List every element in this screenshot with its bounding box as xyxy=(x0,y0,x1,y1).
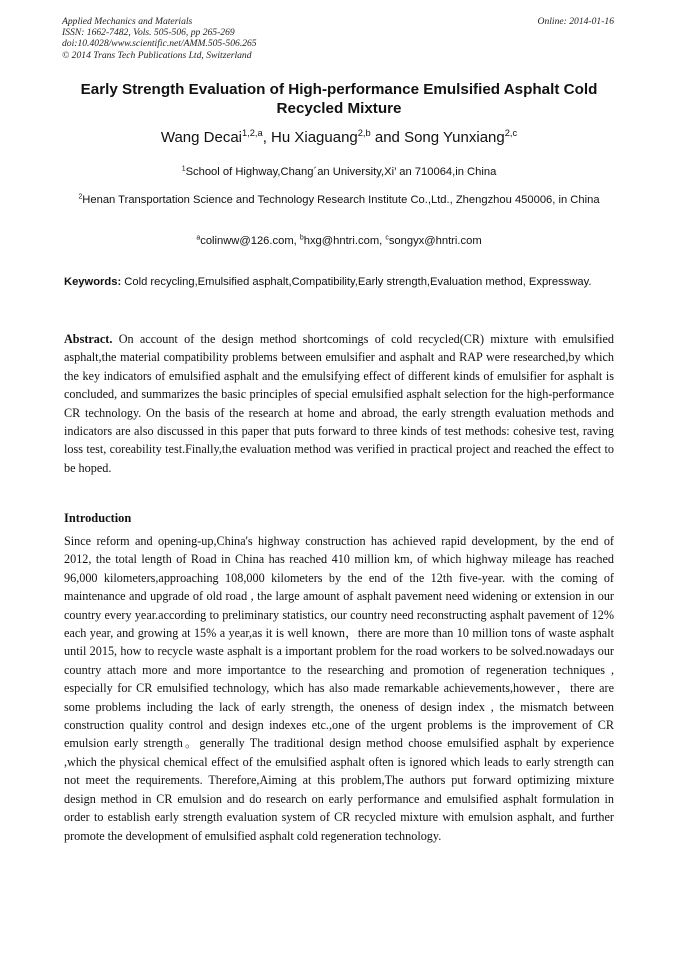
affiliation xyxy=(60,163,618,182)
affiliation-text: Henan Transportation Science and Technology Research Institute Co.,Ltd., Zhengzhou 450006, in China xyxy=(82,194,600,206)
author-affiliation-marker: 2,b xyxy=(357,128,371,138)
keywords-label: Keywords: xyxy=(64,276,122,288)
journal-name: Applied Mechanics and Materials xyxy=(62,16,193,27)
journal-copyright: © 2014 Trans Tech Publications Ltd, Switzerland xyxy=(62,49,252,61)
abstract-text: On account of the design method shortcomings of cold recycled(CR) mixture with emulsified asphalt,the material compatibility problems between emulsifier and asphalt and RAP were researched,by which the key indicators of emulsified asphalt and the emulsifying effect of different kinds of emulsifier for asphalt is concluded, and summarizes the basic principles of special emulsified asphalt selection for the high-performance CR technology. On the basis of the research at home and abroad, the early strength evaluation methods and indicators are also discussed in this paper that puts forward to three kinds of test methods: cohesive test, raving loss test, coreability test.Finally,the evaluation method was verified in practical project and reached the effect to be hoped. xyxy=(64,332,614,475)
abstract xyxy=(64,330,614,477)
affiliation xyxy=(60,191,618,210)
journal-info xyxy=(62,16,257,61)
section-heading-introduction: Introduction xyxy=(64,511,132,525)
email-marker: a xyxy=(196,234,201,242)
online-date: Online: 2014-01-16 xyxy=(537,16,614,27)
email-address: songyx@hntri.com xyxy=(388,235,482,247)
paper-title: Early Strength Evaluation of High-performance Emulsified Asphalt Cold Recycled Mixture xyxy=(80,81,598,117)
journal-doi: doi:10.4028/www.scientific.net/AMM.505-506.265 xyxy=(62,38,257,50)
keywords xyxy=(64,273,614,291)
author-affiliation-marker: 2,c xyxy=(504,128,518,138)
affiliation-text: School of Highway,Chang´an University,Xi’ an 710064,in China xyxy=(185,166,497,178)
introduction-paragraph: Since reform and opening-up,China's highway construction has achieved rapid development, by the end of 2012, the total length of Road in China has reached 410 million km, of which highway mileage has reached 96,000 kilometers,approaching 108,000 kilometers by the end of the 12th five-year. with the coming of maintenance and upgrade of old road , the large amount of asphalt pavement need widening or extension in our country every year.according to preliminary statistics, our country need reconstructing asphalt pavement of 12% each year, and growing at 15% a year,as it is well known，there are more than 10 million tons of waste asphalt until 2015, how to recycle waste asphalt is a important problem for the road workers to be solved.nowadays our country attach more and more importantce to the researching and promotion of regeneration techniques , especially for CR emulsified technology, which has also made remarkable achievements,however，there are some problems including the lack of early strength, the oneness of design index , the mismatch between construction quality control and design indexes etc.,one of the urgent problems is the improvement of CR emulsion early strength。generally The traditional design method choose emulsified asphalt by experience ,which the physical chemical effect of the emulsified asphalt often is ignored which leads to early strength can not meet the requirements. Therefore,Aiming at this problem,The authors put forward optimizing mixture design method in CR emulsion and do research on early performance and emulsified asphalt formulation in order to establish early strength evaluation system of CR recycled mixture with emulsion asphalt, and further promote the development of emulsified asphalt cold regeneration technology. xyxy=(64,534,614,843)
email-marker: b xyxy=(299,234,304,242)
email-address: colinww@126.com, xyxy=(200,235,300,247)
affiliation-marker: 2 xyxy=(78,193,83,201)
author-affiliation-marker: 1,2,a xyxy=(242,128,263,138)
keywords-text: Cold recycling,Emulsified asphalt,Compatibility,Early strength,Evaluation method, Expressway. xyxy=(121,276,592,288)
author-separator: , xyxy=(262,129,272,146)
email-marker: c xyxy=(385,234,389,242)
affiliation-marker: 1 xyxy=(181,165,186,173)
author-name: Song Yunxiang xyxy=(404,129,505,146)
author-name: Hu Xiaguang xyxy=(271,129,358,146)
journal-issn: ISSN: 1662-7482, Vols. 505-506, pp 265-269 xyxy=(62,27,235,39)
author-emails xyxy=(60,233,618,250)
author-list xyxy=(40,128,638,148)
abstract-label: Abstract. xyxy=(64,332,113,346)
author-separator: and xyxy=(370,129,405,146)
email-address: hxg@hntri.com, xyxy=(303,235,386,247)
author-name: Wang Decai xyxy=(160,129,242,146)
